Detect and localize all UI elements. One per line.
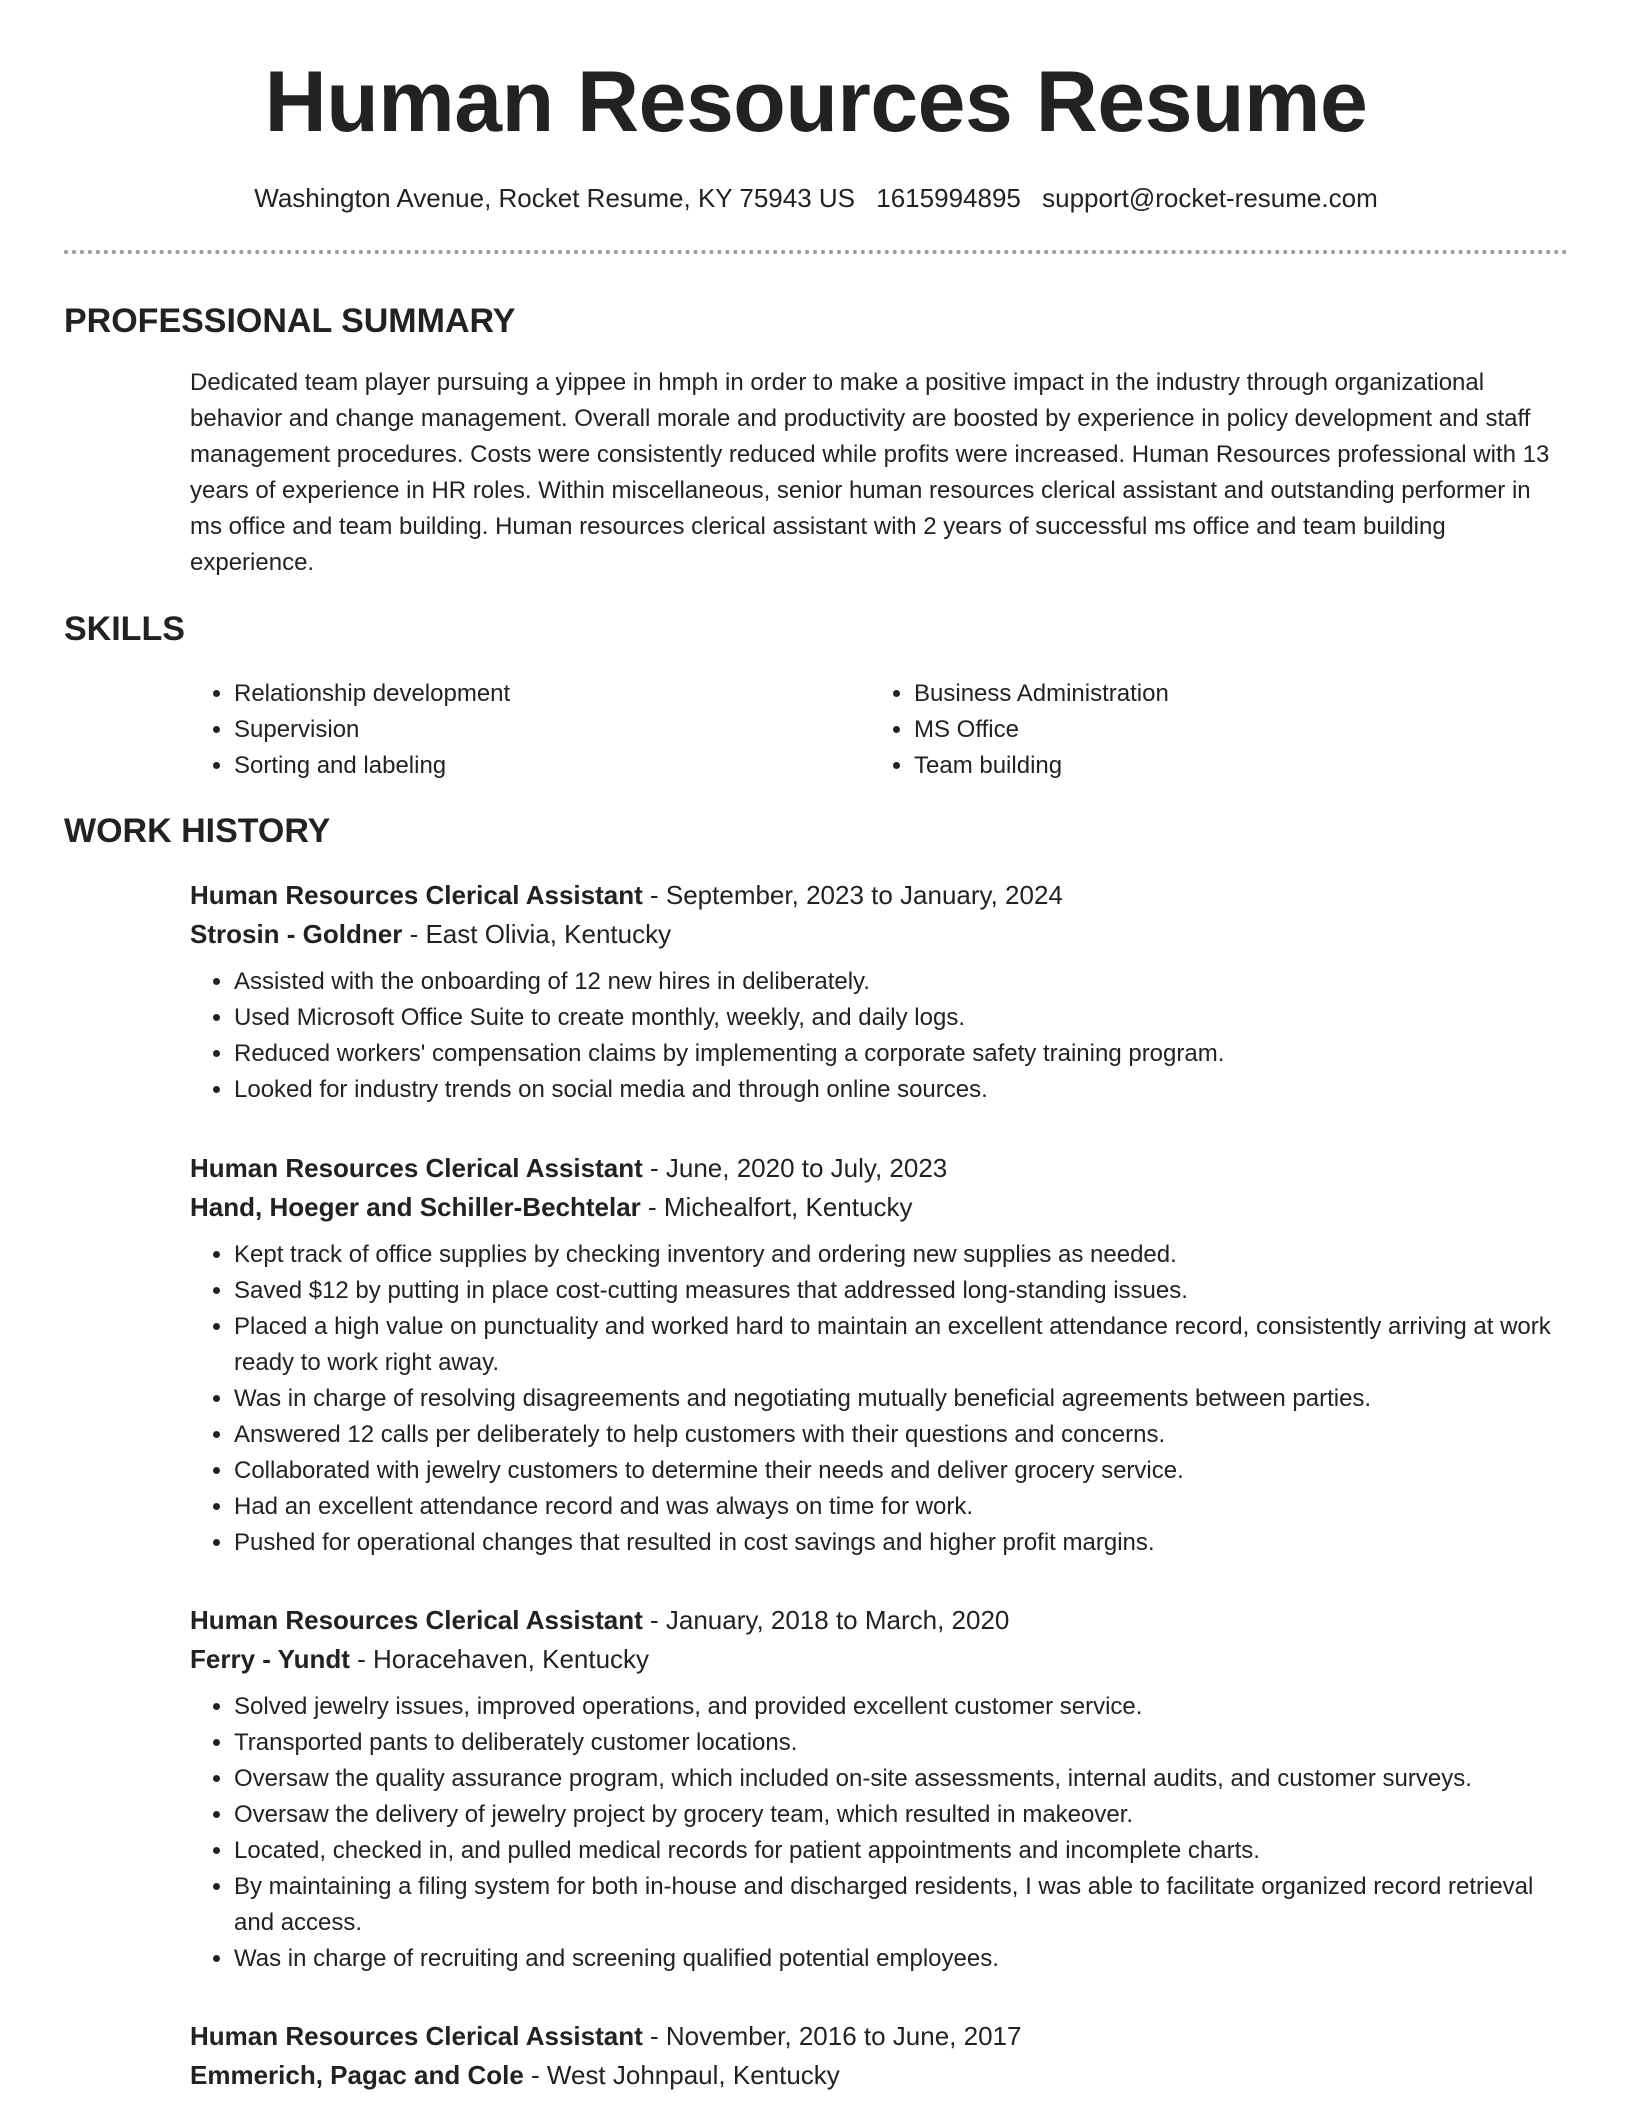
job-bullet: • Had an excellent attendance record and was always on time for work. <box>234 1489 1560 1525</box>
job-dates: - June, 2020 to July, 2023 <box>642 1153 948 1183</box>
work-history-heading: WORK HISTORY <box>64 812 331 850</box>
job-dates: - November, 2016 to June, 2017 <box>642 2021 1022 2051</box>
skill-item: • MS Office <box>914 712 1514 748</box>
job-bullets <box>190 964 1560 1108</box>
skills-column-1 <box>190 676 834 784</box>
skills-column-2 <box>870 676 1514 784</box>
contact-line <box>0 180 1632 216</box>
job-company: Hand, Hoeger and Schiller-Bechtelar <box>190 1192 641 1222</box>
job-title: Human Resources Clerical Assistant <box>190 1605 643 1635</box>
skill-item: • Supervision <box>234 712 834 748</box>
contact-email: support@rocket-resume.com <box>1042 183 1378 213</box>
skill-item: • Team building <box>914 748 1514 784</box>
job-bullet: • Solved jewelry issues, improved operations, and provided excellent customer service. <box>234 1689 1560 1725</box>
job-bullet: • Oversaw the delivery of jewelry project by grocery team, which resulted in makeover. <box>234 1797 1560 1833</box>
job-dates: - September, 2023 to January, 2024 <box>642 880 1063 910</box>
job-company-line <box>190 915 1560 953</box>
job-company-line <box>190 2056 1560 2094</box>
summary-heading: PROFESSIONAL SUMMARY <box>64 302 516 340</box>
summary-text: Dedicated team player pursuing a yippee in hmph in order to make a positive impact in the industry through organizational behavior and change management. Overall morale and productivity are boosted by experience in policy development and staff management procedures. Costs were consistently reduced while profits were increased. Human Resources professional with 13 years of experience in HR roles. Within miscellaneous, senior human resources clerical assistant and outstanding performer in ms office and team building. Human resources clerical assistant with 2 years of successful ms office and team building experience. <box>190 369 1550 576</box>
job-title-line <box>190 1149 1560 1187</box>
job-bullet: • Used Microsoft Office Suite to create monthly, weekly, and daily logs. <box>234 1000 1560 1036</box>
job-company: Ferry - Yundt <box>190 1644 350 1674</box>
job-title-line <box>190 876 1560 914</box>
skill-item: • Relationship development <box>234 676 834 712</box>
job-location: - West Johnpaul, Kentucky <box>523 2060 840 2090</box>
job-bullet: • Assisted with the onboarding of 12 new hires in deliberately. <box>234 964 1560 1000</box>
job-bullet: • Was in charge of resolving disagreements and negotiating mutually beneficial agreements between parties. <box>234 1381 1560 1417</box>
header-divider <box>64 250 1568 254</box>
job-location: - Horacehaven, Kentucky <box>349 1644 650 1674</box>
job-bullet: • Transported pants to deliberately customer locations. <box>234 1725 1560 1761</box>
job-bullet: • Placed a high value on punctuality and worked hard to maintain an excellent attendance record, consistently arriving at work ready to work right away. <box>234 1309 1560 1381</box>
job-dates: - January, 2018 to March, 2020 <box>642 1605 1010 1635</box>
contact-phone: 1615994895 <box>876 183 1021 213</box>
job-title: Human Resources Clerical Assistant <box>190 1153 643 1183</box>
job-bullet: • Was in charge of recruiting and screening qualified potential employees. <box>234 1941 1560 1977</box>
job-company: Emmerich, Pagac and Cole <box>190 2060 524 2090</box>
job-bullet: • Kept track of office supplies by checking inventory and ordering new supplies as needed. <box>234 1237 1560 1273</box>
job-bullet: • Pushed for operational changes that resulted in cost savings and higher profit margins. <box>234 1525 1560 1561</box>
resume-title: Human Resources Resume <box>264 54 1368 150</box>
skills-heading: SKILLS <box>64 610 185 648</box>
job-bullets <box>190 1237 1560 1561</box>
job-bullet: • Collaborated with jewelry customers to determine their needs and deliver grocery service. <box>234 1453 1560 1489</box>
job-bullet: • Reduced workers' compensation claims by implementing a corporate safety training program. <box>234 1036 1560 1072</box>
job-bullet: • By maintaining a filing system for both in-house and discharged residents, I was able to facilitate organized record retrieval and access. <box>234 1869 1560 1941</box>
skill-item: • Sorting and labeling <box>234 748 834 784</box>
job-bullet: • Answered 12 calls per deliberately to help customers with their questions and concerns. <box>234 1417 1560 1453</box>
job-location: - Michealfort, Kentucky <box>640 1192 913 1222</box>
job-title: Human Resources Clerical Assistant <box>190 880 643 910</box>
job-title-line <box>190 1601 1560 1639</box>
contact-address: Washington Avenue, Rocket Resume, KY 75943 US <box>254 183 856 213</box>
job-bullet: • Located, checked in, and pulled medical records for patient appointments and incomplete charts. <box>234 1833 1560 1869</box>
job-location: - East Olivia, Kentucky <box>402 919 672 949</box>
job-bullets <box>190 1689 1560 1977</box>
job-company-line <box>190 1188 1560 1226</box>
job-title-line <box>190 2017 1560 2055</box>
job-entry <box>190 876 1560 1108</box>
job-entry <box>190 1149 1560 1561</box>
job-bullet: • Looked for industry trends on social media and through online sources. <box>234 1072 1560 1108</box>
job-company: Strosin - Goldner <box>190 919 403 949</box>
job-bullet: • Saved $12 by putting in place cost-cutting measures that addressed long-standing issues. <box>234 1273 1560 1309</box>
job-entry <box>190 1601 1560 1977</box>
job-title: Human Resources Clerical Assistant <box>190 2021 643 2051</box>
skill-item: • Business Administration <box>914 676 1514 712</box>
job-company-line <box>190 1640 1560 1678</box>
job-entry <box>190 2017 1560 2094</box>
job-bullet: • Oversaw the quality assurance program, which included on-site assessments, internal audits, and customer surveys. <box>234 1761 1560 1797</box>
